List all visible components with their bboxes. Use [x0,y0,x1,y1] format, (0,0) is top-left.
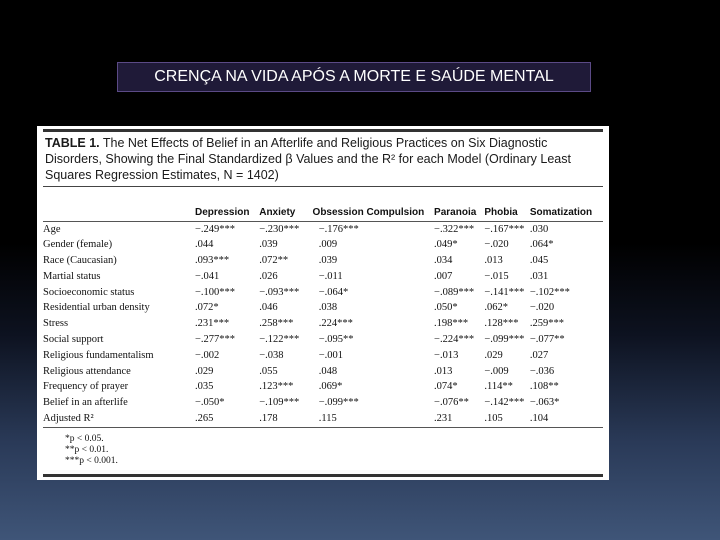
header-depression: Depression [195,187,259,221]
table-cell: −.109*** [259,397,300,409]
top-rule [43,129,603,132]
regression-table-figure [37,126,609,480]
table-row [43,285,603,301]
table-cell: .074* [434,381,458,393]
header-variable [43,187,195,221]
table-cell: −.009 [484,365,509,377]
table-cell: −.099*** [484,334,525,346]
row-label: Residential urban density [43,302,150,314]
header-anxiety: Anxiety [259,187,305,221]
table-row [43,253,603,269]
table-cell: .198*** [434,318,469,330]
table-cell: .072* [195,302,219,314]
table-row [43,348,603,364]
row-label: Religious attendance [43,365,131,377]
table-cell: −.064* [318,286,349,298]
table-cell: −.095** [318,334,354,346]
table-cell: .072** [259,255,289,267]
row-label: Gender (female) [43,239,113,251]
note-p01: **p < 0.01. [65,444,109,455]
note-p05: *p < 0.05. [65,433,104,444]
table-cell: .224*** [318,318,353,330]
table-cell: −.002 [195,349,220,361]
table-caption [45,135,603,183]
table-cell: −.038 [259,349,284,361]
table-cell: −.020 [529,302,555,314]
table-body [43,221,603,427]
table-cell: .030 [529,223,549,235]
table-row [43,300,603,316]
table-cell: .038 [318,302,338,314]
row-label: Adjusted R² [43,411,195,427]
table-cell: .034 [434,255,453,267]
table-cell: .114** [484,381,513,393]
table-cell: −.020 [484,239,509,251]
table-cell: .093*** [195,255,230,267]
table-cell: −.001 [318,349,344,361]
table-cell: .007 [434,270,453,282]
table-row [43,269,603,285]
table-cell: .029 [195,365,214,377]
table-cell: .128*** [484,318,519,330]
table-cell: .258*** [259,318,294,330]
table-cell: .026 [259,270,278,282]
table-cell: .013 [434,365,453,377]
header-obsession-compulsion: Obsession Compulsion [305,187,434,221]
row-label: Race (Caucasian) [43,255,117,267]
table-cell: −.063* [529,397,560,409]
table-cell: −.176*** [318,223,359,235]
table-cell: −.142*** [484,397,525,409]
table-cell: .050* [434,302,458,314]
row-label: Martial status [43,270,101,282]
row-label: Age [43,223,61,235]
table-cell: .055 [259,365,278,377]
table-cell: −.100*** [195,286,236,298]
table-cell: −.036 [529,365,555,377]
table-cell: −.230*** [259,223,300,235]
table-cell: −.277*** [195,334,236,346]
table-cell: −.122*** [259,334,300,346]
table-cell: .039 [259,239,278,251]
header-somatization: Somatization [530,187,603,221]
header-phobia: Phobia [484,187,530,221]
table-cell: .046 [259,302,278,314]
note-p001: ***p < 0.001. [65,455,118,466]
table-cell: −.076** [434,397,469,409]
table-cell: .029 [484,349,503,361]
table-cell: .069* [318,381,343,393]
table-cell: .045 [529,255,549,267]
table-cell: .115 [305,411,434,427]
table-cell: .035 [195,381,214,393]
table-cell: .231 [434,411,484,427]
table-cell: .031 [529,270,549,282]
table-caption-text: The Net Effects of Belief in an Afterlife and Religious Practices on Six Diagnostic Disorders, Showing the Final Standardized β Values and the R² for each Model (Ordinary Least Squares Regression Estimates, N = 1402) [45,136,571,182]
table-cell: .178 [259,411,305,427]
table-cell: .259*** [529,318,565,330]
header-paranoia: Paranoia [434,187,484,221]
table-cell: .039 [318,255,338,267]
table-cell: .044 [195,239,214,251]
table-row [43,411,603,427]
table-row [43,237,603,253]
table-cell: −.077** [529,334,565,346]
table-cell: .049* [434,239,458,251]
table-cell: .104 [530,411,603,427]
table-cell: .013 [484,255,503,267]
row-label: Belief in an afterlife [43,397,128,409]
header-row [43,187,603,221]
table-row [43,316,603,332]
table-cell: −.141*** [484,286,525,298]
table-cell: −.013 [434,349,459,361]
slide-title: CRENÇA NA VIDA APÓS A MORTE E SAÚDE MENTAL [117,62,591,92]
table-cell: −.041 [195,270,220,282]
table-cell: −.167*** [484,223,525,235]
table-cell: −.011 [318,270,343,282]
table-row [43,221,603,237]
table-cell: −.224*** [434,334,475,346]
regression-table [43,187,603,428]
table-cell: −.015 [484,270,509,282]
row-label: Religious fundamentalism [43,349,154,361]
table-cell: .108** [529,381,559,393]
table-cell: .105 [484,411,530,427]
table-row [43,395,603,411]
table-cell: −.102*** [529,286,570,298]
table-label: TABLE 1. [45,136,100,150]
table-cell: .123*** [259,381,294,393]
row-label: Stress [43,318,69,330]
table-notes [65,434,603,467]
table-cell: −.099*** [318,397,359,409]
table-cell: .009 [318,239,338,251]
table-cell: −.249*** [195,223,236,235]
table-cell: −.089*** [434,286,475,298]
table-cell: −.093*** [259,286,300,298]
table-cell: −.050* [195,397,225,409]
row-label: Frequency of prayer [43,381,129,393]
table-cell: .027 [529,349,549,361]
table-cell: −.322*** [434,223,475,235]
bottom-rule [43,474,603,477]
table-cell: .064* [529,239,554,251]
table-row [43,379,603,395]
table-cell: .048 [318,365,338,377]
table-cell: .062* [484,302,508,314]
table-cell: .231*** [195,318,230,330]
table-row [43,364,603,380]
row-label: Socioeconomic status [43,286,135,298]
table-row [43,332,603,348]
table-cell: .265 [195,411,259,427]
row-label: Social support [43,334,104,346]
